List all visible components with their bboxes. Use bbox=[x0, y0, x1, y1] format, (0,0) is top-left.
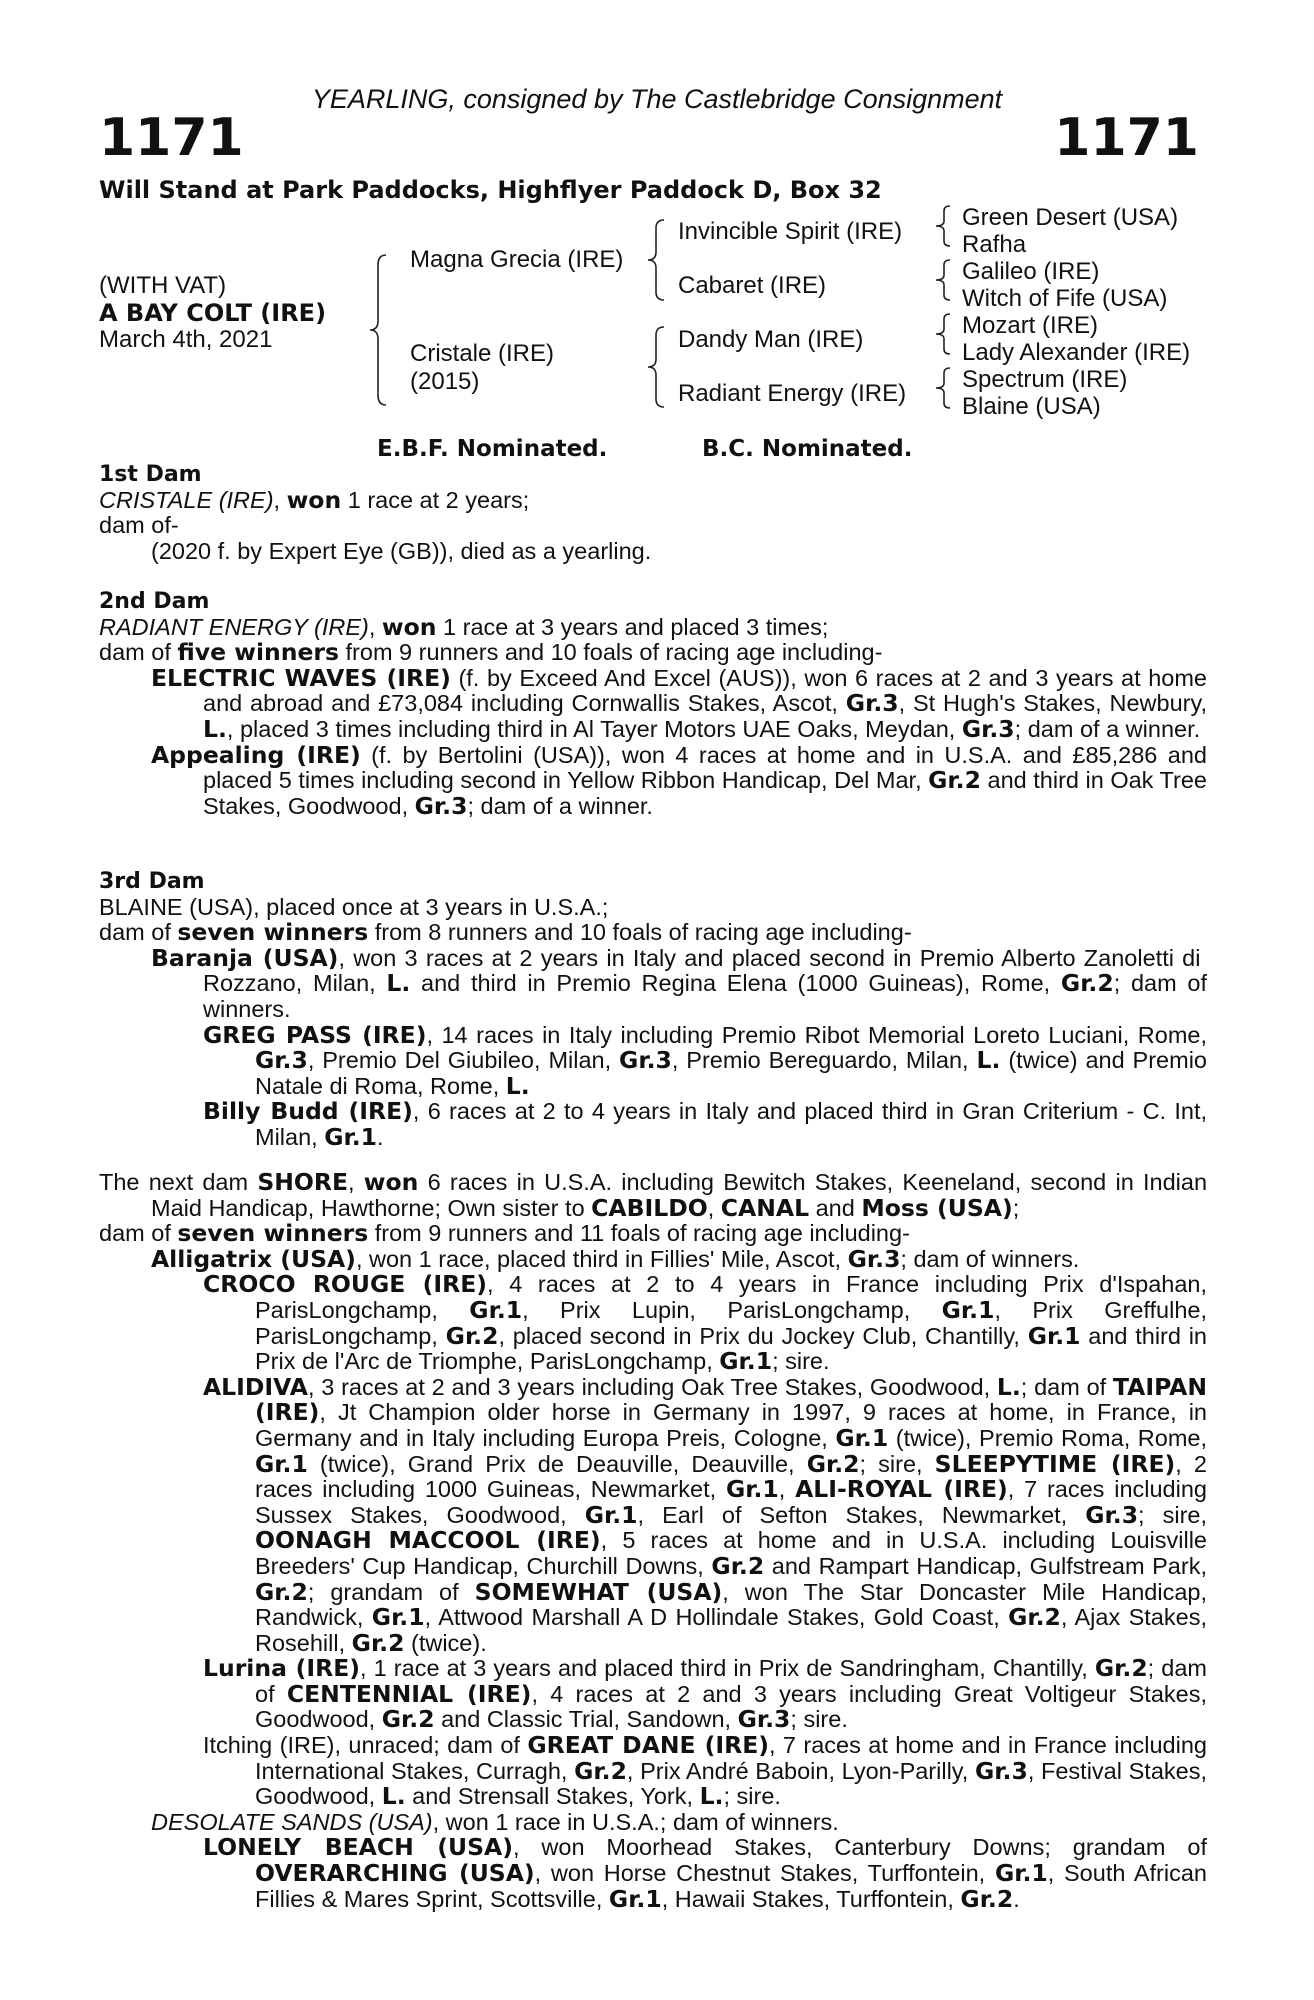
sd-dam: Witch of Fife (USA) bbox=[962, 285, 1168, 312]
sire-sire: Invincible Spirit (IRE) bbox=[678, 218, 903, 245]
produce-entry: (2020 f. by Expert Eye (GB)), died as a yearling. bbox=[151, 537, 652, 564]
pedigree-brace-1 bbox=[370, 255, 390, 405]
produce-entry: Itching (IRE), unraced; dam of GREAT DANE (IRE), 7 races at home and in France including International Stakes, Curragh, Gr.2, Prix André Baboin, Lyon-Parilly, Gr.3, Festival Stakes, Goodwood, L. and Strensall Stakes, York, L.; sire. bbox=[203, 1731, 1207, 1811]
produce-entry: Billy Budd (IRE), 6 races at 2 to 4 years in Italy and placed third in Gran Criterium - C. Int, Milan, Gr.1. bbox=[203, 1097, 1207, 1151]
dam-record: CRISTALE (IRE), won 1 race at 2 years; bbox=[99, 485, 530, 514]
dd-dam: Blaine (USA) bbox=[962, 393, 1101, 420]
dam-produce-intro: dam of- bbox=[99, 512, 179, 539]
produce-entry: LONELY BEACH (USA), won Moorhead Stakes, Canterbury Downs; grandam of OVERARCHING (USA), won Horse Chestnut Stakes, Turffontein, Gr.1, South African Fillies & Mares Sprint, Scottsville, Gr.1, Hawaii Stakes, Turffontein, Gr.2. bbox=[203, 1833, 1207, 1913]
dam-dam: Radiant Energy (IRE) bbox=[678, 380, 907, 407]
dam-sire: Dandy Man (IRE) bbox=[678, 326, 864, 353]
produce-entry: DESOLATE SANDS (USA), won 1 race in U.S.A.; dam of winners. bbox=[151, 1808, 839, 1835]
produce-entry: GREG PASS (IRE), 14 races in Italy including Premio Ribot Memorial Loreto Luciani, Rome, Gr.3, Premio Del Giubileo, Milan, Gr.3, Premio Bereguardo, Milan, L. (twice) and Premio Natale di Roma, Rome, L. bbox=[203, 1020, 1207, 1100]
produce-entry: ELECTRIC WAVES (IRE) (f. by Exceed And Excel (AUS)), won 6 races at 2 and 3 years at home and abroad and £73,084 including Cornwallis Stakes, Ascot, Gr.3, St Hugh's Stakes, Newbury, L., placed 3 times including third in Al Tayer Motors UAE Oaks, Meydan, Gr.3; dam of a winner. bbox=[151, 663, 1208, 743]
pedigree-brace-sd bbox=[936, 260, 952, 300]
pedigree-brace-ss bbox=[936, 206, 952, 246]
produce-entry: Lurina (IRE), 1 race at 3 years and placed third in Prix de Sandringham, Chantilly, Gr.2; dam of CENTENNIAL (IRE), 4 races at 2 and 3 years including Great Voltigeur Stakes, Goodwood, Gr.2 and Classic Trial, Sandown, Gr.3; sire. bbox=[203, 1654, 1207, 1734]
pedigree-brace-dd bbox=[936, 368, 952, 408]
bc-nomination: B.C. Nominated. bbox=[702, 436, 913, 462]
second-dam-section bbox=[99, 588, 1207, 819]
pedigree-brace-ds bbox=[936, 314, 952, 354]
sd-sire: Galileo (IRE) bbox=[962, 258, 1100, 285]
vat-note: (WITH VAT) bbox=[99, 272, 227, 299]
consignment-header: YEARLING, consigned by The Castlebridge Consignment bbox=[311, 84, 1003, 114]
dam-record: The next dam SHORE, won 6 races in U.S.A. including Bewitch Stakes, Keeneland, second in Indian Maid Handicap, Hawthorne; Own sister to CABILDO, CANAL and Moss (USA); bbox=[99, 1168, 1208, 1222]
lot-number-right: 1171 bbox=[1054, 108, 1199, 168]
dam-produce-intro: dam of seven winners from 9 runners and 11 foals of racing age including- bbox=[99, 1219, 910, 1248]
section-heading: 3rd Dam bbox=[99, 869, 205, 894]
dd-sire: Spectrum (IRE) bbox=[962, 366, 1128, 393]
dam-produce-intro: dam of seven winners from 8 runners and 10 foals of racing age including- bbox=[99, 918, 912, 947]
dam-record: RADIANT ENERGY (IRE), won 1 race at 3 years and placed 3 times; bbox=[99, 612, 829, 641]
dam-produce-intro: dam of five winners from 9 runners and 10 foals of racing age including- bbox=[99, 638, 883, 667]
produce-entry: ALIDIVA, 3 races at 2 and 3 years including Oak Tree Stakes, Goodwood, L.; dam of TAIPAN (IRE), Jt Champion older horse in Germany in 1997, 9 races at home, in France, in Germany and in Italy including Europa Preis, Cologne, Gr.1 (twice), Premio Roma, Rome, Gr.1 (twice), Grand Prix de Deauville, Deauville, Gr.2; sire, SLEEPYTIME (IRE), 2 races including 1000 Guineas, Newmarket, Gr.1, ALI-ROYAL (IRE), 7 races including Sussex Stakes, Goodwood, Gr.1, Earl of Sefton Stakes, Newmarket, Gr.3; sire, OONAGH MACCOOL (IRE), 5 races at home and in U.S.A. including Louisville Breeders' Cup Handicap, Churchill Downs, Gr.2 and Rampart Handicap, Gulfstream Park, Gr.2; grandam of SOMEWHAT (USA), won The Star Doncaster Mile Handicap, Randwick, Gr.1, Attwood Marshall A D Hollindale Stakes, Gold Coast, Gr.2, Ajax Stakes, Rosehill, Gr.2 (twice). bbox=[203, 1372, 1207, 1657]
produce-entry: Alligatrix (USA), won 1 race, placed third in Fillies' Mile, Ascot, Gr.3; dam of winners. bbox=[151, 1244, 1080, 1273]
ebf-nomination: E.B.F. Nominated. bbox=[377, 436, 608, 462]
stand-location: Will Stand at Park Paddocks, Highflyer Paddock D, Box 32 bbox=[99, 176, 882, 204]
ss-sire: Green Desert (USA) bbox=[962, 204, 1179, 231]
dam-year: (2015) bbox=[410, 368, 480, 395]
section-heading: 1st Dam bbox=[99, 462, 202, 487]
foaling-date: March 4th, 2021 bbox=[99, 326, 273, 353]
ds-dam: Lady Alexander (IRE) bbox=[962, 339, 1191, 366]
dam-record: BLAINE (USA), placed once at 3 years in U.S.A.; bbox=[99, 893, 609, 920]
sire: Magna Grecia (IRE) bbox=[410, 246, 624, 273]
pedigree-brace-sire bbox=[648, 220, 668, 300]
produce-entry: Appealing (IRE) (f. by Bertolini (USA)), won 4 races at home and in U.S.A. and £85,286 and placed 5 times including second in Yellow Ribbon Handicap, Del Mar, Gr.2 and third in Oak Tree Stakes, Goodwood, Gr.3; dam of a winner. bbox=[151, 740, 1207, 820]
next-dam-section bbox=[99, 1170, 1207, 1912]
first-dam-section bbox=[99, 461, 1207, 564]
dam-name: Cristale (IRE) bbox=[410, 340, 555, 367]
ds-sire: Mozart (IRE) bbox=[962, 312, 1099, 339]
sire-dam: Cabaret (IRE) bbox=[678, 272, 827, 299]
section-heading: 2nd Dam bbox=[99, 589, 210, 614]
third-dam-section bbox=[99, 868, 1207, 1151]
produce-entry: CROCO ROUGE (IRE), 4 races at 2 to 4 years in France including Prix d'Ispahan, ParisLongchamp, Gr.1, Prix Lupin, ParisLongchamp, Gr.1, Prix Greffulhe, ParisLongchamp, Gr.2, placed second in Prix du Jockey Club, Chantilly, Gr.1 and third in Prix de l'Arc de Triomphe, ParisLongchamp, Gr.1; sire. bbox=[203, 1270, 1208, 1376]
lot-number-left: 1171 bbox=[99, 108, 244, 168]
ss-dam: Rafha bbox=[962, 231, 1027, 258]
produce-entry: Baranja (USA), won 3 races at 2 years in Italy and placed second in Premio Alberto Zanoletti di Rozzano, Milan, L. and third in Premio Regina Elena (1000 Guineas), Rome, Gr.2; dam of winners. bbox=[151, 943, 1207, 1022]
pedigree-brace-dam bbox=[648, 327, 668, 407]
horse-name: A BAY COLT (IRE) bbox=[99, 299, 327, 327]
